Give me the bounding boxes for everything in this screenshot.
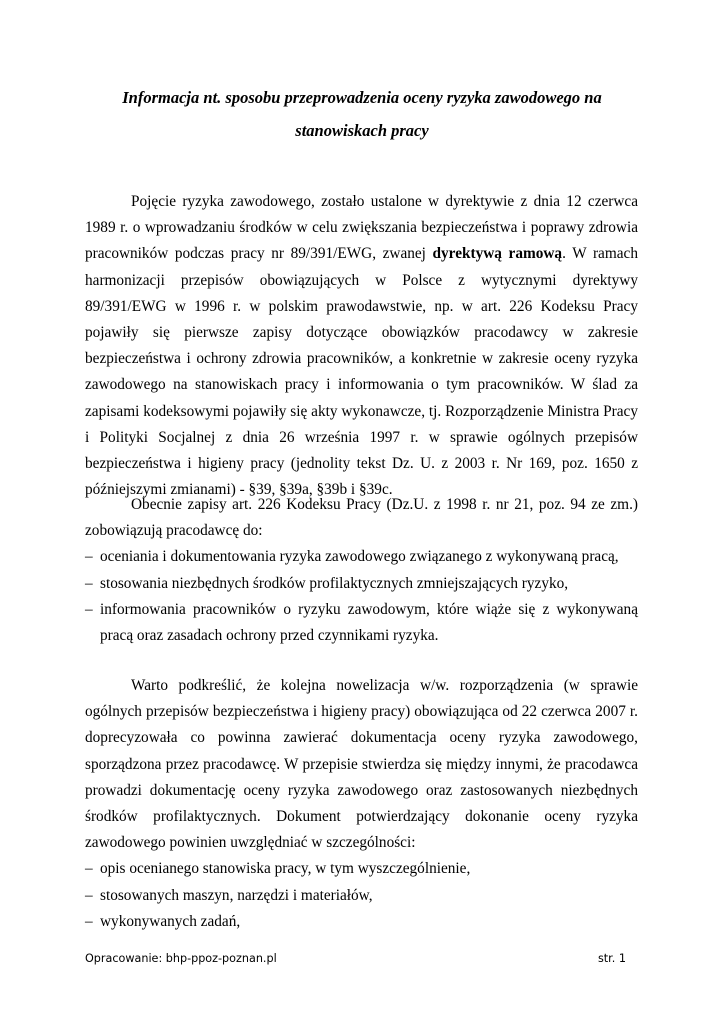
paragraph-3 <box>85 673 638 935</box>
paragraph-2-text: Obecnie zapisy art. 226 Kodeksu Pracy (Dz.U. z 1998 r. nr 21, poz. 94 ze zm.) zobowiązują pracodawcę do: <box>85 496 638 540</box>
documentation-contents-list <box>85 856 638 935</box>
footer-page-number: str. 1 <box>597 952 626 965</box>
list-item <box>85 571 638 597</box>
paragraph-1 <box>85 189 638 503</box>
list-item-text: oceniania i dokumentowania ryzyka zawodowego związanego z wykonywaną pracą, <box>100 548 619 566</box>
footer-source: Opracowanie: bhp-ppoz-poznan.pl <box>85 952 277 965</box>
list-item-text: stosowania niezbędnych środków profilaktycznych zmniejszających ryzyko, <box>100 574 569 592</box>
paragraph-1-text <box>85 189 638 503</box>
dash-bullet: – <box>85 548 93 566</box>
dash-bullet: – <box>85 574 93 592</box>
paragraph-3-text: Warto podkreślić, że kolejna nowelizacja w/w. rozporządzenia (w sprawie ogólnych przepisów bezpieczeństwa i higieny pracy) obowiązująca od 22 czerwca 2007 r. doprecyzowała co powinna zawierać dokumentacja oceny ryzyka zawodowego, sporządzona przez pracodawcę. W przepisie stwierdza się między innymi, że pracodawca prowadzi dokumentację oceny ryzyka zawodowego oraz zastosowanych niezbędnych środków profilaktycznych. Dokument potwierdzający dokonanie oceny ryzyka zawodowego powinien uwzględniać w szczególności: <box>85 677 638 852</box>
list-item <box>85 544 638 570</box>
list-item-text: wykonywanych zadań, <box>100 912 241 930</box>
dash-bullet: – <box>85 860 93 878</box>
dash-bullet: – <box>85 912 93 930</box>
paragraph-1-text-before-bold: Pojęcie ryzyka zawodowego, zostało ustalone w dyrektywie z dnia 12 czerwca 1989 r. o wprowadzaniu środków w celu zwiększania bezpieczeństwa i poprawy zdrowia pracowników podczas pracy nr 89/391/EWG, zwanej <box>85 193 638 263</box>
list-item-text: opis ocenianego stanowiska pracy, w tym wyszczególnienie, <box>100 860 471 878</box>
title-line-2: stanowiskach pracy <box>295 121 429 140</box>
list-item <box>85 909 638 935</box>
document-title <box>85 84 639 145</box>
list-item-text: stosowanych maszyn, narzędzi i materiałów, <box>100 886 373 904</box>
list-item <box>85 856 638 882</box>
paragraph-1-bold-term: dyrektywą ramową <box>432 245 563 263</box>
list-item <box>85 597 638 649</box>
paragraph-2 <box>85 492 638 649</box>
obligations-list <box>85 544 638 649</box>
paragraph-1-text-after-bold: . W ramach harmonizacji przepisów obowiązujących w Polsce z wytycznymi dyrektywy 89/391/EWG w 1996 r. w polskim prawodawstwie, np. w art. 226 Kodeksu Pracy pojawiły się pierwsze zapisy dotyczące obowiązków pracodawcy w zakresie bezpieczeństwa i ochrony zdrowia pracowników, a konkretnie w zakresie oceny ryzyka zawodowego na stanowiskach pracy i informowania o tym pracowników. W ślad za zapisami kodeksowymi pojawiły się akty wykonawcze, tj. Rozporządzenie Ministra Pracy i Polityki Socjalnej z dnia 26 września 1997 r. w sprawie ogólnych przepisów bezpieczeństwa i higieny pracy (jednolity tekst Dz. U. z 2003 r. Nr 169, poz. 1650 z późniejszymi zmianami) - §39, §39a, §39b i §39c. <box>85 245 638 499</box>
dash-bullet: – <box>85 600 93 618</box>
list-item <box>85 883 638 909</box>
title-line-1: Informacja nt. sposobu przeprowadzenia oceny ryzyka zawodowego na <box>122 88 602 107</box>
list-item-text: informowania pracowników o ryzyku zawodowym, które wiąże się z wykonywaną pracą oraz zasadach ochrony przed czynnikami ryzyka. <box>100 600 638 645</box>
dash-bullet: – <box>85 886 93 904</box>
